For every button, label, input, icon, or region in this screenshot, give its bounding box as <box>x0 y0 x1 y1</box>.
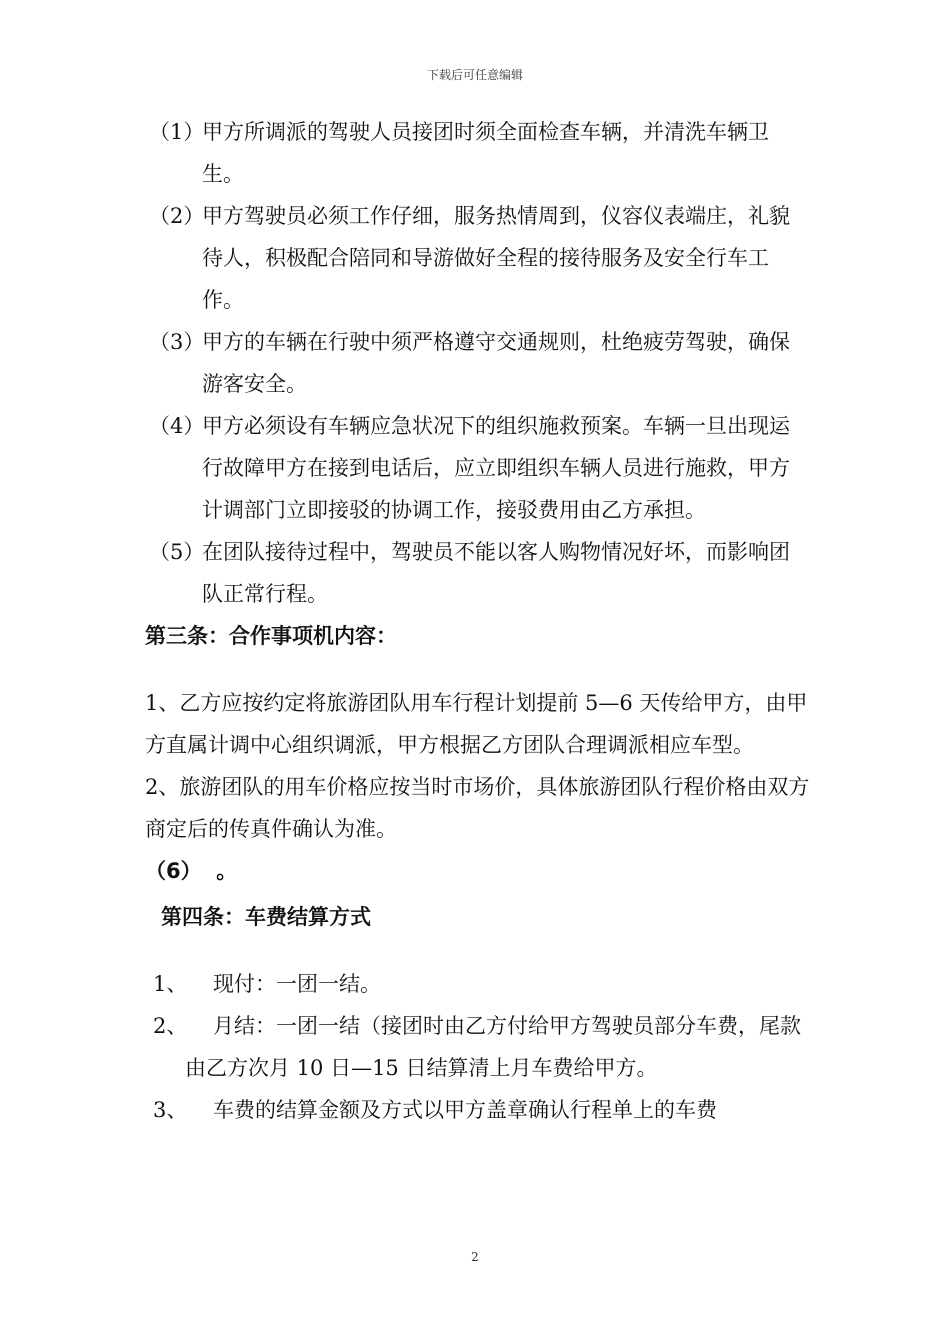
spacer <box>145 657 810 682</box>
spacer <box>145 938 810 963</box>
item-text: 甲方必须设有车辆应急状况下的组织施救预案。车辆一旦出现运行故障甲方在接到电话后，应立即组织车辆人员进行施救，甲方计调部门立即接驳的协调工作，接驳费用由乙方承担。 <box>202 414 790 522</box>
item-text: 甲方驾驶员必须工作仔细，服务热情周到，仪容仪表端庄，礼貌待人，积极配合陪同和导游做好全程的接待服务及安全行车工作。 <box>202 204 790 312</box>
item-text: 甲方的车辆在行驶中须严格遵守交通规则，杜绝疲劳驾驶，确保游客安全。 <box>202 330 790 396</box>
list-item <box>145 111 810 195</box>
payment-item <box>145 963 810 1005</box>
list-item <box>145 321 810 405</box>
payment-text: 月结：一团一结（接团时由乙方付给甲方驾驶员部分车费，尾款由乙方次月 10 日—15 日结算清上月车费给甲方。 <box>185 1014 801 1080</box>
payment-text: 现付：一团一结。 <box>213 972 381 996</box>
item-number: （2） <box>149 204 205 228</box>
page-number: 2 <box>471 1250 479 1264</box>
list-item <box>145 405 810 531</box>
item-number: （3） <box>149 330 205 354</box>
list-item <box>145 531 810 615</box>
bold-line: （6） 。 <box>145 859 238 883</box>
payment-item <box>145 1005 810 1089</box>
payment-item <box>145 1089 810 1131</box>
article3-heading: 第三条：合作事项机内容： <box>145 624 397 648</box>
document-body <box>145 111 810 1131</box>
payment-number: 2、 <box>153 1014 188 1038</box>
payment-text: 车费的结算金额及方式以甲方盖章确认行程单上的车费 <box>213 1098 717 1122</box>
item-text: 在团队接待过程中，驾驶员不能以客人购物情况好坏，而影响团队正常行程。 <box>202 540 790 606</box>
item-number: （1） <box>149 120 205 144</box>
list-item <box>145 195 810 321</box>
article3-paragraph: 1、乙方应按约定将旅游团队用车行程计划提前 5—6 天传给甲方，由甲方直属计调中心组织调派，甲方根据乙方团队合理调派相应车型。 <box>145 691 808 757</box>
item-number: （4） <box>149 414 205 438</box>
article4-heading: 第四条：车费结算方式 <box>161 905 371 929</box>
item-number: （5） <box>149 540 205 564</box>
item-text: 甲方所调派的驾驶人员接团时须全面检查车辆，并清洗车辆卫生。 <box>202 120 769 186</box>
payment-number: 1、 <box>153 972 188 996</box>
page-header: 下载后可任意编辑 <box>426 68 523 82</box>
article3-paragraph: 2、旅游团队的用车价格应按当时市场价，具体旅游团队行程价格由双方商定后的传真件确认为准。 <box>145 775 810 841</box>
payment-number: 3、 <box>153 1098 188 1122</box>
